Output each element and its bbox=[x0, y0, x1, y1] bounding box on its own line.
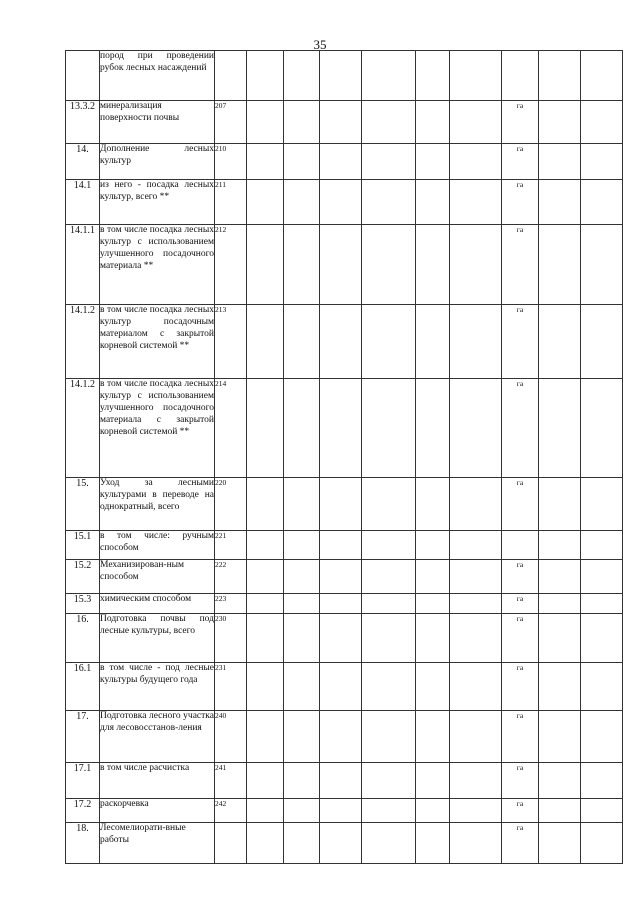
row-code: 207 bbox=[215, 101, 247, 144]
empty-cell bbox=[450, 144, 502, 180]
empty-cell bbox=[539, 614, 581, 663]
empty-cell bbox=[320, 180, 362, 225]
row-name: в том числе посадка лесных культур с использованием улучшенного посадочного материала ** bbox=[100, 225, 215, 305]
empty-cell bbox=[284, 225, 320, 305]
row-name: в том числе посадка лесных культур с использованием улучшенного посадочного материала с закрытой корневой системой ** bbox=[100, 379, 215, 478]
empty-cell bbox=[247, 305, 284, 379]
empty-cell bbox=[416, 531, 450, 560]
empty-cell bbox=[362, 763, 416, 799]
empty-cell bbox=[416, 614, 450, 663]
row-name: раскорчевка bbox=[100, 799, 215, 823]
empty-cell bbox=[284, 763, 320, 799]
empty-cell bbox=[247, 560, 284, 594]
row-number: 15. bbox=[66, 478, 100, 531]
row-unit: га bbox=[502, 763, 539, 799]
row-name: в том числе - под лесные культуры будущего года bbox=[100, 663, 215, 711]
empty-cell bbox=[284, 180, 320, 225]
row-code: 231 bbox=[215, 663, 247, 711]
empty-cell bbox=[539, 711, 581, 763]
empty-cell bbox=[581, 823, 623, 864]
empty-cell bbox=[450, 823, 502, 864]
table-row bbox=[66, 101, 623, 144]
row-code: 223 bbox=[215, 594, 247, 614]
table-row bbox=[66, 823, 623, 864]
empty-cell bbox=[539, 594, 581, 614]
empty-cell bbox=[362, 144, 416, 180]
row-code: 213 bbox=[215, 305, 247, 379]
row-name: Механизирован-ным способом bbox=[100, 560, 215, 594]
row-unit: га bbox=[502, 225, 539, 305]
table-row bbox=[66, 379, 623, 478]
empty-cell bbox=[539, 663, 581, 711]
row-unit: га bbox=[502, 379, 539, 478]
row-number: 14.1.2 bbox=[66, 305, 100, 379]
empty-cell bbox=[320, 663, 362, 711]
empty-cell bbox=[539, 144, 581, 180]
empty-cell bbox=[539, 799, 581, 823]
row-number bbox=[66, 51, 100, 101]
empty-cell bbox=[450, 180, 502, 225]
row-name: в том числе расчистка bbox=[100, 763, 215, 799]
row-name: минерализация поверхности почвы bbox=[100, 101, 215, 144]
empty-cell bbox=[284, 51, 320, 101]
empty-cell bbox=[581, 614, 623, 663]
row-code: 241 bbox=[215, 763, 247, 799]
empty-cell bbox=[581, 663, 623, 711]
row-number: 14. bbox=[66, 144, 100, 180]
empty-cell bbox=[450, 560, 502, 594]
empty-cell bbox=[581, 51, 623, 101]
empty-cell bbox=[320, 101, 362, 144]
empty-cell bbox=[539, 560, 581, 594]
empty-cell bbox=[450, 663, 502, 711]
row-name: химическим способом bbox=[100, 594, 215, 614]
empty-cell bbox=[539, 823, 581, 864]
empty-cell bbox=[539, 225, 581, 305]
empty-cell bbox=[247, 225, 284, 305]
empty-cell bbox=[416, 101, 450, 144]
empty-cell bbox=[416, 663, 450, 711]
empty-cell bbox=[362, 799, 416, 823]
empty-cell bbox=[581, 478, 623, 531]
empty-cell bbox=[581, 379, 623, 478]
empty-cell bbox=[284, 823, 320, 864]
row-unit: га bbox=[502, 305, 539, 379]
empty-cell bbox=[247, 180, 284, 225]
empty-cell bbox=[450, 379, 502, 478]
table-row bbox=[66, 594, 623, 614]
row-name: Уход за лесными культурами в переводе на однократный, всего bbox=[100, 478, 215, 531]
table-row bbox=[66, 531, 623, 560]
empty-cell bbox=[450, 51, 502, 101]
empty-cell bbox=[362, 594, 416, 614]
row-code: 240 bbox=[215, 711, 247, 763]
table-row bbox=[66, 51, 623, 101]
empty-cell bbox=[247, 799, 284, 823]
empty-cell bbox=[362, 180, 416, 225]
table-row bbox=[66, 478, 623, 531]
empty-cell bbox=[416, 478, 450, 531]
row-name: Подготовка лесного участка для лесовосстанов-ления bbox=[100, 711, 215, 763]
empty-cell bbox=[247, 594, 284, 614]
row-code: 212 bbox=[215, 225, 247, 305]
empty-cell bbox=[581, 144, 623, 180]
empty-cell bbox=[362, 663, 416, 711]
empty-cell bbox=[247, 663, 284, 711]
row-code: 211 bbox=[215, 180, 247, 225]
empty-cell bbox=[581, 560, 623, 594]
empty-cell bbox=[581, 305, 623, 379]
row-name: в том числе: ручным способом bbox=[100, 531, 215, 560]
empty-cell bbox=[284, 478, 320, 531]
row-name: Подготовка почвы под лесные культуры, всего bbox=[100, 614, 215, 663]
row-code: 220 bbox=[215, 478, 247, 531]
row-unit: га bbox=[502, 711, 539, 763]
empty-cell bbox=[247, 101, 284, 144]
row-unit: га bbox=[502, 180, 539, 225]
table-row bbox=[66, 144, 623, 180]
row-code: 210 bbox=[215, 144, 247, 180]
empty-cell bbox=[450, 478, 502, 531]
empty-cell bbox=[539, 379, 581, 478]
row-code bbox=[215, 823, 247, 864]
empty-cell bbox=[320, 763, 362, 799]
row-number: 14.1.1 bbox=[66, 225, 100, 305]
empty-cell bbox=[362, 305, 416, 379]
empty-cell bbox=[320, 823, 362, 864]
row-code: 242 bbox=[215, 799, 247, 823]
row-code: 214 bbox=[215, 379, 247, 478]
row-unit: га bbox=[502, 101, 539, 144]
empty-cell bbox=[416, 51, 450, 101]
row-number: 14.1.2 bbox=[66, 379, 100, 478]
table-row bbox=[66, 614, 623, 663]
row-name: из него - посадка лесных культур, всего ** bbox=[100, 180, 215, 225]
row-number: 15.2 bbox=[66, 560, 100, 594]
empty-cell bbox=[581, 225, 623, 305]
row-number: 15.1 bbox=[66, 531, 100, 560]
empty-cell bbox=[247, 763, 284, 799]
empty-cell bbox=[539, 180, 581, 225]
empty-cell bbox=[416, 305, 450, 379]
empty-cell bbox=[284, 614, 320, 663]
empty-cell bbox=[247, 379, 284, 478]
row-unit: га bbox=[502, 799, 539, 823]
table-row bbox=[66, 799, 623, 823]
empty-cell bbox=[539, 305, 581, 379]
empty-cell bbox=[362, 614, 416, 663]
empty-cell bbox=[450, 225, 502, 305]
empty-cell bbox=[320, 799, 362, 823]
empty-cell bbox=[320, 51, 362, 101]
empty-cell bbox=[284, 379, 320, 478]
empty-cell bbox=[284, 663, 320, 711]
empty-cell bbox=[450, 101, 502, 144]
empty-cell bbox=[247, 478, 284, 531]
empty-cell bbox=[539, 51, 581, 101]
empty-cell bbox=[416, 799, 450, 823]
row-unit: га bbox=[502, 478, 539, 531]
row-number: 17. bbox=[66, 711, 100, 763]
empty-cell bbox=[416, 594, 450, 614]
empty-cell bbox=[416, 711, 450, 763]
empty-cell bbox=[362, 823, 416, 864]
empty-cell bbox=[247, 531, 284, 560]
row-number: 17.1 bbox=[66, 763, 100, 799]
empty-cell bbox=[539, 478, 581, 531]
empty-cell bbox=[320, 478, 362, 531]
empty-cell bbox=[416, 379, 450, 478]
row-number: 15.3 bbox=[66, 594, 100, 614]
empty-cell bbox=[362, 560, 416, 594]
table-row bbox=[66, 763, 623, 799]
row-unit: га bbox=[502, 560, 539, 594]
empty-cell bbox=[362, 51, 416, 101]
empty-cell bbox=[320, 594, 362, 614]
empty-cell bbox=[450, 799, 502, 823]
empty-cell bbox=[284, 799, 320, 823]
empty-cell bbox=[581, 711, 623, 763]
row-name: в том числе посадка лесных культур посадочным материалом с закрытой корневой системой ** bbox=[100, 305, 215, 379]
row-unit bbox=[502, 51, 539, 101]
empty-cell bbox=[247, 823, 284, 864]
table-row bbox=[66, 560, 623, 594]
empty-cell bbox=[247, 144, 284, 180]
row-unit bbox=[502, 531, 539, 560]
empty-cell bbox=[362, 101, 416, 144]
table-row bbox=[66, 225, 623, 305]
empty-cell bbox=[320, 225, 362, 305]
empty-cell bbox=[320, 144, 362, 180]
empty-cell bbox=[320, 379, 362, 478]
empty-cell bbox=[450, 763, 502, 799]
empty-cell bbox=[416, 560, 450, 594]
row-name: Лесомелиорати-вные работы bbox=[100, 823, 215, 864]
table-row bbox=[66, 305, 623, 379]
empty-cell bbox=[362, 531, 416, 560]
empty-cell bbox=[284, 101, 320, 144]
empty-cell bbox=[320, 614, 362, 663]
empty-cell bbox=[320, 711, 362, 763]
row-code bbox=[215, 51, 247, 101]
empty-cell bbox=[362, 478, 416, 531]
empty-cell bbox=[450, 594, 502, 614]
empty-cell bbox=[284, 531, 320, 560]
empty-cell bbox=[450, 531, 502, 560]
empty-cell bbox=[539, 763, 581, 799]
empty-cell bbox=[416, 225, 450, 305]
row-unit: га bbox=[502, 823, 539, 864]
empty-cell bbox=[247, 711, 284, 763]
empty-cell bbox=[284, 560, 320, 594]
empty-cell bbox=[416, 763, 450, 799]
empty-cell bbox=[416, 180, 450, 225]
row-number: 16.1 bbox=[66, 663, 100, 711]
page-number: 35 bbox=[313, 37, 327, 52]
row-unit: га bbox=[502, 594, 539, 614]
row-unit: га bbox=[502, 614, 539, 663]
table-row bbox=[66, 180, 623, 225]
row-number: 14.1 bbox=[66, 180, 100, 225]
empty-cell bbox=[450, 614, 502, 663]
row-unit: га bbox=[502, 144, 539, 180]
empty-cell bbox=[581, 594, 623, 614]
row-code: 222 bbox=[215, 560, 247, 594]
empty-cell bbox=[450, 305, 502, 379]
row-code: 230 bbox=[215, 614, 247, 663]
table-row bbox=[66, 663, 623, 711]
empty-cell bbox=[284, 144, 320, 180]
empty-cell bbox=[581, 180, 623, 225]
empty-cell bbox=[539, 101, 581, 144]
empty-cell bbox=[581, 763, 623, 799]
empty-cell bbox=[362, 711, 416, 763]
empty-cell bbox=[284, 711, 320, 763]
empty-cell bbox=[320, 531, 362, 560]
row-unit: га bbox=[502, 663, 539, 711]
empty-cell bbox=[362, 225, 416, 305]
table-row bbox=[66, 711, 623, 763]
empty-cell bbox=[450, 711, 502, 763]
row-name: пород при проведении рубок лесных насаждений bbox=[100, 51, 215, 101]
empty-cell bbox=[362, 379, 416, 478]
empty-cell bbox=[539, 531, 581, 560]
report-table bbox=[65, 50, 623, 864]
row-number: 18. bbox=[66, 823, 100, 864]
empty-cell bbox=[581, 101, 623, 144]
empty-cell bbox=[581, 799, 623, 823]
empty-cell bbox=[416, 823, 450, 864]
empty-cell bbox=[320, 560, 362, 594]
empty-cell bbox=[320, 305, 362, 379]
empty-cell bbox=[247, 614, 284, 663]
row-number: 13.3.2 bbox=[66, 101, 100, 144]
empty-cell bbox=[284, 594, 320, 614]
row-number: 16. bbox=[66, 614, 100, 663]
row-code: 221 bbox=[215, 531, 247, 560]
empty-cell bbox=[581, 531, 623, 560]
table-body bbox=[66, 51, 623, 864]
row-number: 17.2 bbox=[66, 799, 100, 823]
empty-cell bbox=[247, 51, 284, 101]
empty-cell bbox=[284, 305, 320, 379]
empty-cell bbox=[416, 144, 450, 180]
row-name: Дополнение лесных культур bbox=[100, 144, 215, 180]
